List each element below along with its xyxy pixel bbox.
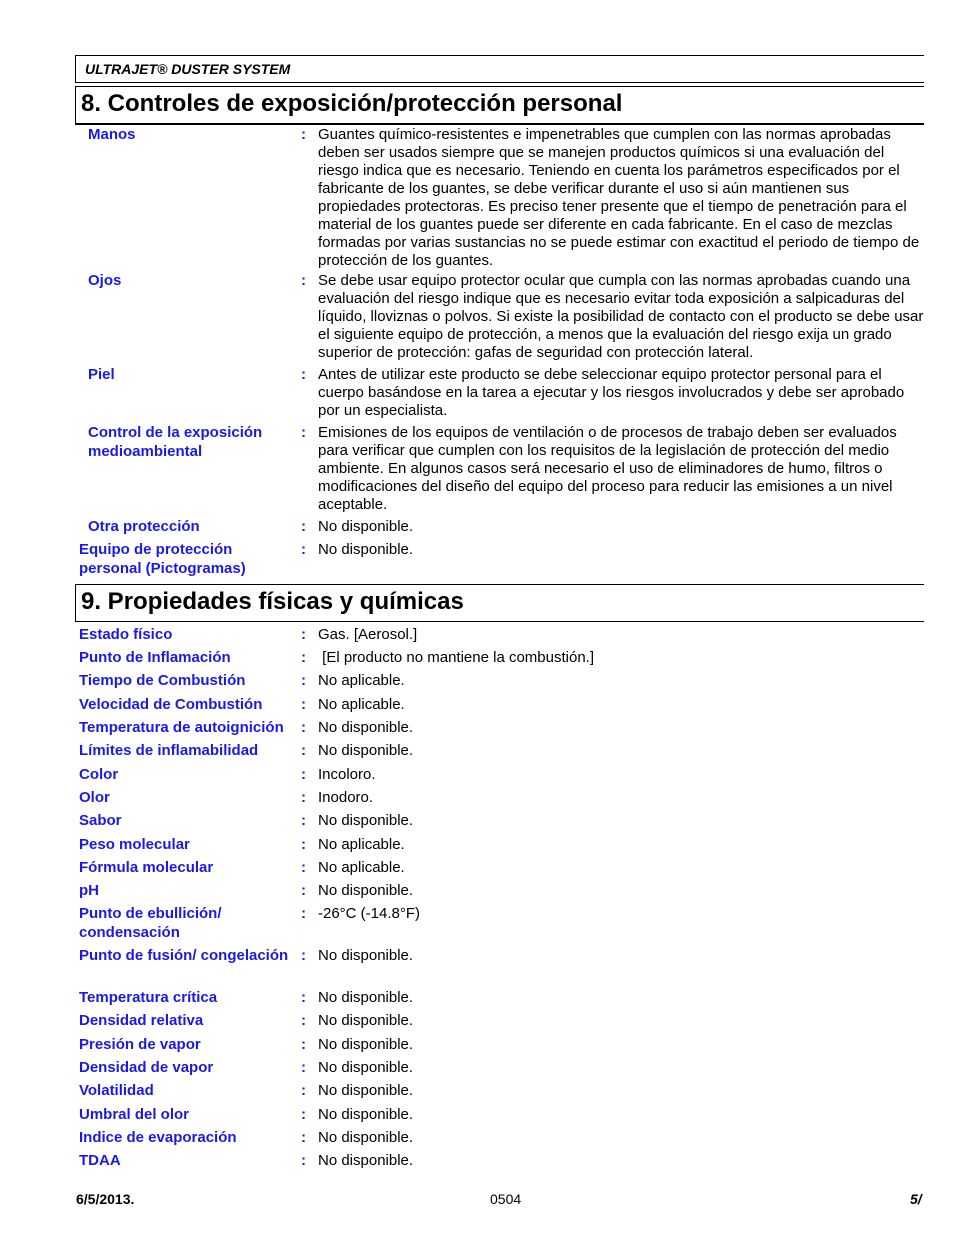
s9-label: Densidad relativa	[79, 1012, 204, 1029]
separator-colon: :	[301, 812, 306, 829]
footer-code: 0504	[490, 1191, 522, 1207]
s9-value: No disponible.	[318, 882, 414, 899]
s9-label: pH	[79, 882, 99, 899]
separator-colon: :	[301, 742, 306, 759]
s9-label: Densidad de vapor	[79, 1059, 214, 1076]
section-8-title: 8. Controles de exposición/protección personal	[81, 90, 623, 117]
s9-value: No disponible.	[318, 989, 414, 1006]
s9-value: No aplicable.	[318, 836, 405, 853]
s9-value: No aplicable.	[318, 696, 405, 713]
s9-value: -26°C (-14.8°F)	[318, 905, 421, 922]
separator-colon: :	[301, 947, 306, 964]
s9-label: Punto de fusión/ congelación	[79, 947, 289, 964]
s9-value: No disponible.	[318, 1152, 414, 1169]
document-title: ULTRAJET® DUSTER SYSTEM	[85, 61, 291, 77]
s9-label: Sabor	[79, 812, 122, 829]
s9-label: Umbral del olor	[79, 1106, 190, 1123]
separator-colon: :	[301, 424, 306, 441]
s9-label: Punto de ebullición/ condensación	[79, 905, 222, 941]
s9-label: Límites de inflamabilidad	[79, 742, 259, 759]
s8-label-control: Control de la exposición medioambiental	[88, 424, 263, 460]
separator-colon: :	[301, 859, 306, 876]
s9-value: No disponible.	[318, 812, 414, 829]
document-header	[75, 55, 924, 83]
separator-colon: :	[301, 649, 306, 666]
footer-date: 6/5/2013.	[76, 1191, 135, 1207]
s9-label: Tiempo de Combustión	[79, 672, 246, 689]
separator-colon: :	[301, 672, 306, 689]
s9-label: Temperatura de autoignición	[79, 719, 284, 736]
s9-label: Color	[79, 766, 119, 783]
s9-label: Punto de Inflamación	[79, 649, 231, 666]
separator-colon: :	[301, 518, 306, 535]
s9-label: Velocidad de Combustión	[79, 696, 263, 713]
separator-colon: :	[301, 719, 306, 736]
s8-value-equipo: No disponible.	[318, 541, 414, 558]
s8-label-piel: Piel	[88, 366, 115, 383]
s9-label: Temperatura crítica	[79, 989, 218, 1006]
separator-colon: :	[301, 1106, 306, 1123]
separator-colon: :	[301, 1036, 306, 1053]
s9-value: No disponible.	[318, 1059, 414, 1076]
s8-value-piel: Antes de utilizar este producto se debe seleccionar equipo protector personal para el cuerpo basándose en la tarea a ejecutar y los riesgos involucrados y debe ser aprobado por un especialista.	[318, 366, 905, 419]
s9-value: No disponible.	[318, 1129, 414, 1146]
section-9-title: 9. Propiedades físicas y químicas	[81, 588, 464, 615]
s9-value: No disponible.	[318, 947, 414, 964]
section-9-heading	[75, 584, 924, 622]
s9-value: Inodoro.	[318, 789, 374, 806]
section-8-heading	[75, 86, 924, 124]
separator-colon: :	[301, 126, 306, 143]
s9-label: Olor	[79, 789, 110, 806]
footer-page: 5/	[910, 1191, 922, 1207]
s9-label: Volatilidad	[79, 1082, 154, 1099]
s9-value: Gas. [Aerosol.]	[318, 626, 418, 643]
separator-colon: :	[301, 626, 306, 643]
separator-colon: :	[301, 882, 306, 899]
s9-value: No disponible.	[318, 742, 414, 759]
s9-value: No disponible.	[318, 1082, 414, 1099]
separator-colon: :	[301, 1152, 306, 1169]
s9-value: No disponible.	[318, 1106, 414, 1123]
s9-value: No aplicable.	[318, 672, 405, 689]
s9-label: Indice de evaporación	[79, 1129, 237, 1146]
separator-colon: :	[301, 789, 306, 806]
separator-colon: :	[301, 905, 306, 922]
s9-label: TDAA	[79, 1152, 121, 1169]
s9-label: Fórmula molecular	[79, 859, 214, 876]
s8-value-manos: Guantes químico-resistentes e impenetrables que cumplen con las normas aprobadas deben ser usados siempre que se manejen productos químicos si una evaluación del riesgo indica que es necesario. Teniendo en cuenta los parámetros especificados por el fabricante de los guantes, se debe verificar durante el uso si aún mantienen sus propiedades protectoras. Es preciso tener presente que el tiempo de penetración para el material de los guantes puede ser diferente en cada fabricante. En el caso de mezclas formadas por varias sustancias no se puede estimar con exactitud el periodo de tiempo de protección de los guantes.	[318, 126, 920, 269]
s8-label-equipo: Equipo de protección personal (Pictogramas)	[79, 541, 246, 577]
s8-value-ojos: Se debe usar equipo protector ocular que cumpla con las normas aprobadas cuando una evaluación del riesgo indique que es necesario evitar toda exposición a salpicaduras del líquido, lloviznas o polvos. Si existe la posibilidad de contacto con el producto se debe usar el siguiente equipo de protección, a menos que la evaluación del riesgo exija un grado superior de protección: gafas de seguridad con protección lateral.	[318, 272, 924, 361]
s8-value-control: Emisiones de los equipos de ventilación o de procesos de trabajo deben ser evaluados para verificar que cumplen con los requisitos de la legislación de protección del medio ambiente. En algunos casos será necesario el uso de eliminadores de humo, filtros o modificaciones del diseño del equipo del proceso para reducir las emisiones a un nivel aceptable.	[318, 424, 897, 513]
s9-label: Presión de vapor	[79, 1036, 201, 1053]
separator-colon: :	[301, 272, 306, 289]
s9-label: Peso molecular	[79, 836, 190, 853]
separator-colon: :	[301, 1012, 306, 1029]
section-8-divider	[75, 124, 924, 125]
separator-colon: :	[301, 766, 306, 783]
s9-value: No disponible.	[318, 719, 414, 736]
separator-colon: :	[301, 1129, 306, 1146]
separator-colon: :	[301, 1059, 306, 1076]
separator-colon: :	[301, 541, 306, 558]
separator-colon: :	[301, 989, 306, 1006]
separator-colon: :	[301, 366, 306, 383]
s9-value: No aplicable.	[318, 859, 405, 876]
separator-colon: :	[301, 1082, 306, 1099]
s8-value-otra: No disponible.	[318, 518, 414, 535]
s8-label-manos: Manos	[88, 126, 136, 143]
s8-label-otra: Otra protección	[88, 518, 200, 535]
s9-value: Incoloro.	[318, 766, 376, 783]
s9-value: [El producto no mantiene la combustión.]	[318, 649, 594, 666]
s9-value: No disponible.	[318, 1012, 414, 1029]
separator-colon: :	[301, 696, 306, 713]
separator-colon: :	[301, 836, 306, 853]
s9-value: No disponible.	[318, 1036, 414, 1053]
s8-label-ojos: Ojos	[88, 272, 122, 289]
s9-label: Estado físico	[79, 626, 173, 643]
